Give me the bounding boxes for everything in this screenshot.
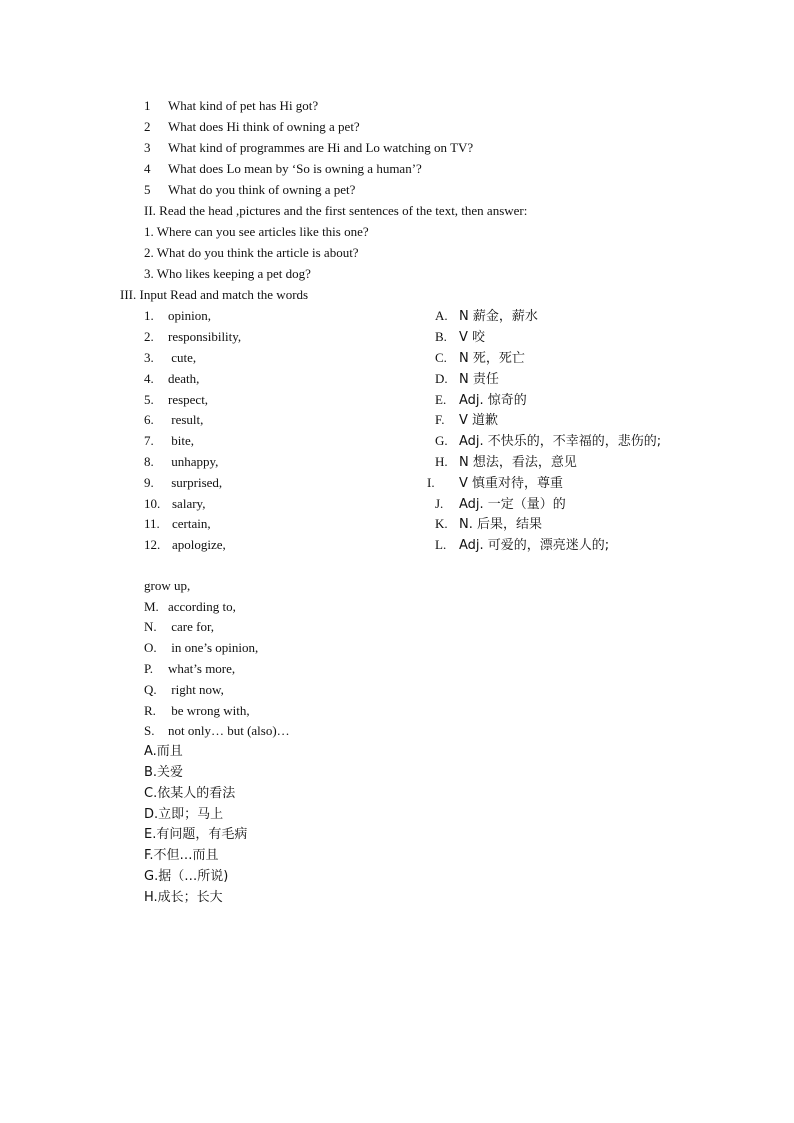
question-text: What kind of programmes are Hi and Lo watching on TV? xyxy=(168,140,474,155)
word-number: 3. xyxy=(144,350,154,365)
question-5 xyxy=(144,182,355,198)
meaning-letter: K. xyxy=(435,516,448,531)
phrase-meaning: B.关爱 xyxy=(144,765,184,780)
word-number: 4. xyxy=(144,371,154,386)
word-number: 9. xyxy=(144,475,154,490)
meaning-text: N. 后果，结果 xyxy=(459,517,542,532)
meaning-item xyxy=(435,412,498,429)
question-text: What does Lo mean by ‘So is owning a human’? xyxy=(168,161,422,176)
phrase-item xyxy=(144,703,250,719)
word-item xyxy=(144,350,196,366)
phrase-letter: Q. xyxy=(144,682,157,697)
meaning-text: V 咬 xyxy=(459,330,486,345)
meaning-text: Adj. 惊奇的 xyxy=(459,393,527,408)
word-text: unhappy, xyxy=(168,454,219,469)
word-text: death, xyxy=(168,371,200,386)
phrase-meaning: C.依某人的看法 xyxy=(144,786,236,801)
phrase-text: according to, xyxy=(168,599,236,614)
phrase-letter: S. xyxy=(144,723,155,738)
question-number: 4 xyxy=(144,161,151,176)
meaning-item xyxy=(435,454,577,471)
meaning-letter: A. xyxy=(435,308,448,323)
word-item xyxy=(144,516,211,532)
phrase-item xyxy=(144,578,190,594)
word-item xyxy=(144,496,205,512)
meaning-item xyxy=(435,496,566,513)
meaning-letter: G. xyxy=(435,433,448,448)
word-text: respect, xyxy=(168,392,209,407)
phrase-meaning: D.立即；马上 xyxy=(144,807,224,822)
meaning-item xyxy=(427,475,563,492)
word-item xyxy=(144,392,208,408)
phrase-text: what’s more, xyxy=(168,661,236,676)
phrase-letter: R. xyxy=(144,703,156,718)
phrase-item xyxy=(144,682,224,698)
meaning-text: Adj. 可爱的，漂亮迷人的; xyxy=(459,538,610,553)
phrase-text: in one’s opinion, xyxy=(168,640,259,655)
phrase-meaning: F.不但…而且 xyxy=(144,848,219,863)
phrase-meaning: E.有问题，有毛病 xyxy=(144,827,248,842)
word-number: 10. xyxy=(144,496,161,511)
meaning-letter: B. xyxy=(435,329,447,344)
word-item xyxy=(144,329,241,345)
word-item xyxy=(144,433,194,449)
word-number: 5. xyxy=(144,392,154,407)
phrase-meaning: G.据（…所说) xyxy=(144,869,229,884)
phrase-text: grow up, xyxy=(144,578,191,593)
section-2-heading: II. Read the head ,pictures and the first sentences of the text, then answer: xyxy=(144,203,528,218)
phrase-text: not only… but (also)… xyxy=(168,723,290,738)
phrase-item xyxy=(144,640,258,656)
meaning-letter: I. xyxy=(427,475,435,490)
phrase-letter: N. xyxy=(144,619,157,634)
question-text: What kind of pet has Hi got? xyxy=(168,98,319,113)
word-item xyxy=(144,371,199,387)
meaning-text: N 责任 xyxy=(459,372,499,387)
phrase-text: be wrong with, xyxy=(168,703,250,718)
section-2-item-1: 1. Where can you see articles like this one? xyxy=(144,224,369,239)
question-4 xyxy=(144,161,422,177)
word-text: salary, xyxy=(172,496,206,511)
meaning-item xyxy=(435,308,538,325)
meaning-letter: C. xyxy=(435,350,447,365)
question-2 xyxy=(144,119,360,135)
word-number: 12. xyxy=(144,537,161,552)
word-text: apologize, xyxy=(172,537,226,552)
meaning-letter: D. xyxy=(435,371,448,386)
word-text: cute, xyxy=(168,350,197,365)
question-number: 1 xyxy=(144,98,151,113)
meaning-item xyxy=(435,329,485,346)
meaning-letter: J. xyxy=(435,496,444,511)
word-text: opinion, xyxy=(168,308,211,323)
word-item xyxy=(144,308,211,324)
section-2-item-3: 3. Who likes keeping a pet dog? xyxy=(144,266,311,281)
meaning-letter: L. xyxy=(435,537,447,552)
question-number: 3 xyxy=(144,140,151,155)
word-text: certain, xyxy=(172,516,211,531)
phrase-text: right now, xyxy=(168,682,224,697)
word-number: 2. xyxy=(144,329,154,344)
word-number: 1. xyxy=(144,308,154,323)
word-number: 11. xyxy=(144,516,160,531)
meaning-letter: E. xyxy=(435,392,447,407)
meaning-letter: F. xyxy=(435,412,445,427)
meaning-text: N 想法，看法，意见 xyxy=(459,455,577,470)
word-text: result, xyxy=(168,412,204,427)
phrase-item xyxy=(144,619,214,635)
meaning-text: Adj. 一定（量）的 xyxy=(459,497,566,512)
phrase-meaning: H.成长；长大 xyxy=(144,890,223,905)
meaning-text: V 慎重对待，尊重 xyxy=(459,476,564,491)
meaning-text: N 薪金，薪水 xyxy=(459,309,538,324)
section-3-heading: III. Input Read and match the words xyxy=(120,287,309,302)
meaning-letter: H. xyxy=(435,454,448,469)
phrase-meaning: A.而且 xyxy=(144,744,183,759)
word-number: 6. xyxy=(144,412,154,427)
meaning-item xyxy=(435,392,527,409)
word-item xyxy=(144,475,222,491)
phrase-text: care for, xyxy=(168,619,215,634)
meaning-text: N 死，死亡 xyxy=(459,351,525,366)
question-number: 5 xyxy=(144,182,151,197)
question-text: What does Hi think of owning a pet? xyxy=(168,119,360,134)
phrase-letter: O. xyxy=(144,640,157,655)
question-3 xyxy=(144,140,473,156)
meaning-item xyxy=(435,537,609,554)
meaning-item xyxy=(435,433,661,450)
phrase-letter: M. xyxy=(144,599,159,614)
phrase-item xyxy=(144,599,236,615)
phrase-letter: P. xyxy=(144,661,154,676)
meaning-item xyxy=(435,516,542,533)
meaning-text: V 道歉 xyxy=(459,413,499,428)
word-number: 7. xyxy=(144,433,154,448)
word-text: responsibility, xyxy=(168,329,242,344)
word-item xyxy=(144,537,226,553)
word-number: 8. xyxy=(144,454,154,469)
phrase-item xyxy=(144,661,235,677)
word-text: surprised, xyxy=(168,475,223,490)
word-item xyxy=(144,454,218,470)
meaning-text: Adj. 不快乐的，不幸福的，悲伤的; xyxy=(459,434,662,449)
word-item xyxy=(144,412,203,428)
word-text: bite, xyxy=(168,433,194,448)
phrase-item xyxy=(144,723,290,739)
question-text: What do you think of owning a pet? xyxy=(168,182,356,197)
section-2-item-2: 2. What do you think the article is about? xyxy=(144,245,359,260)
meaning-item xyxy=(435,350,525,367)
question-number: 2 xyxy=(144,119,151,134)
meaning-item xyxy=(435,371,499,388)
question-1 xyxy=(144,98,318,114)
